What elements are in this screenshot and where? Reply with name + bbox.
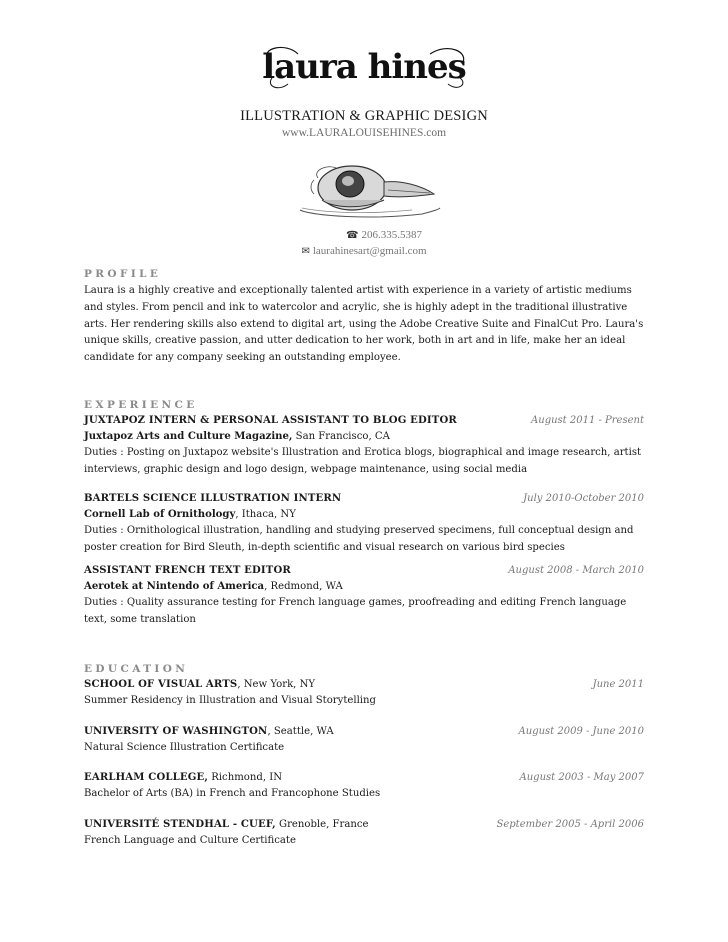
education-detail: Natural Science Illustration Certificate bbox=[84, 742, 285, 754]
employer: Cornell Lab of Ornithology bbox=[84, 509, 236, 521]
education-date: August 2003 - May 2007 bbox=[519, 772, 644, 783]
profile-line: and styles. From pencil and ink to watercolor and acrylic, she is highly adept in the traditional illustrative bbox=[84, 301, 628, 313]
phone-icon: ☎ bbox=[346, 230, 359, 241]
profile-line: Laura is a highly creative and exceptionally talented artist with experience in a variety of artistic mediums bbox=[84, 285, 632, 296]
profile-heading: PROFILE bbox=[84, 268, 162, 280]
experience-entry bbox=[84, 563, 644, 628]
education-entry bbox=[84, 770, 644, 802]
phone-number: ☎ 206.335.5387 bbox=[346, 229, 422, 241]
profile-text bbox=[84, 283, 644, 367]
education-detail: Summer Residency in Illustration and Visual Storytelling bbox=[84, 695, 376, 707]
job-location: San Francisco, CA bbox=[292, 431, 390, 443]
job-title: ASSISTANT FRENCH TEXT EDITOR bbox=[84, 565, 291, 576]
school-location: , New York, NY bbox=[237, 679, 316, 690]
bird-skull-illustration bbox=[292, 160, 442, 222]
job-duties: text, some translation bbox=[84, 613, 196, 625]
school-name: UNIVERSITY OF WASHINGTON bbox=[84, 726, 268, 737]
education-date: June 2011 bbox=[592, 679, 644, 690]
website-link[interactable]: www.LAURALOUISEHINES.com bbox=[281, 127, 447, 139]
email-address[interactable]: ✉ laurahinesart@gmail.com bbox=[301, 245, 427, 257]
job-date: July 2010-October 2010 bbox=[523, 493, 644, 504]
education-heading: EDUCATION bbox=[84, 663, 189, 675]
education-date: September 2005 - April 2006 bbox=[496, 819, 644, 830]
envelope-icon: ✉ bbox=[301, 246, 310, 257]
job-title: JUXTAPOZ INTERN & PERSONAL ASSISTANT TO BLOG EDITOR bbox=[84, 415, 457, 426]
school-name: SCHOOL OF VISUAL ARTS bbox=[84, 679, 238, 690]
name-logo bbox=[258, 40, 470, 92]
job-title: BARTELS SCIENCE ILLUSTRATION INTERN bbox=[84, 493, 342, 504]
headline: ILLUSTRATION & GRAPHIC DESIGN bbox=[240, 108, 488, 124]
school-location: Grenoble, France bbox=[275, 819, 369, 830]
experience-entry bbox=[84, 491, 644, 556]
employer: Aerotek at Nintendo of America bbox=[84, 581, 265, 593]
job-duties: Duties : Posting on Juxtapoz website's Illustration and Erotica blogs, biographical and image research, artist bbox=[84, 447, 642, 459]
job-duties: Duties : Ornithological illustration, handling and studying preserved specimens, full conceptual design and bbox=[84, 525, 634, 537]
profile-line: candidate for any company seeking an outstanding employee. bbox=[84, 352, 401, 364]
education-entry bbox=[84, 677, 644, 709]
job-location: , Redmond, WA bbox=[264, 581, 343, 593]
job-duties: poster creation for Bird Sleuth, in-depth scientific and visual research on various bird species bbox=[84, 541, 565, 553]
experience-entry bbox=[84, 413, 644, 478]
job-duties: Duties : Quality assurance testing for French language games, proofreading and editing French language bbox=[84, 597, 627, 609]
school-location: , Seattle, WA bbox=[267, 726, 334, 737]
education-date: August 2009 - June 2010 bbox=[518, 726, 644, 737]
profile-line: unique skills, creative passion, and utter dedication to her work, both in art and in life, make her an ideal bbox=[84, 335, 626, 347]
employer: Juxtapoz Arts and Culture Magazine, bbox=[84, 431, 293, 443]
svg-text:laura hines: laura hines bbox=[262, 47, 466, 87]
school-name: UNIVERSITÉ STENDHAL - CUEF, bbox=[84, 819, 276, 830]
education-entry bbox=[84, 817, 644, 849]
job-duties: interviews, graphic design and logo design, webpage maintenance, using social media bbox=[84, 463, 528, 475]
education-detail: Bachelor of Arts (BA) in French and Francophone Studies bbox=[84, 788, 381, 800]
education-detail: French Language and Culture Certificate bbox=[84, 835, 296, 847]
profile-line: arts. Her rendering skills also extend to digital art, using the Adobe Creative Suite and FinalCut Pro. Laura's bbox=[84, 318, 644, 330]
job-date: August 2011 - Present bbox=[531, 415, 644, 426]
school-name: EARLHAM COLLEGE, bbox=[84, 772, 209, 783]
job-location: , Ithaca, NY bbox=[235, 509, 296, 521]
experience-heading: EXPERIENCE bbox=[84, 399, 198, 411]
job-date: August 2008 - March 2010 bbox=[508, 565, 644, 576]
school-location: Richmond, IN bbox=[208, 772, 283, 783]
education-entry bbox=[84, 724, 644, 756]
